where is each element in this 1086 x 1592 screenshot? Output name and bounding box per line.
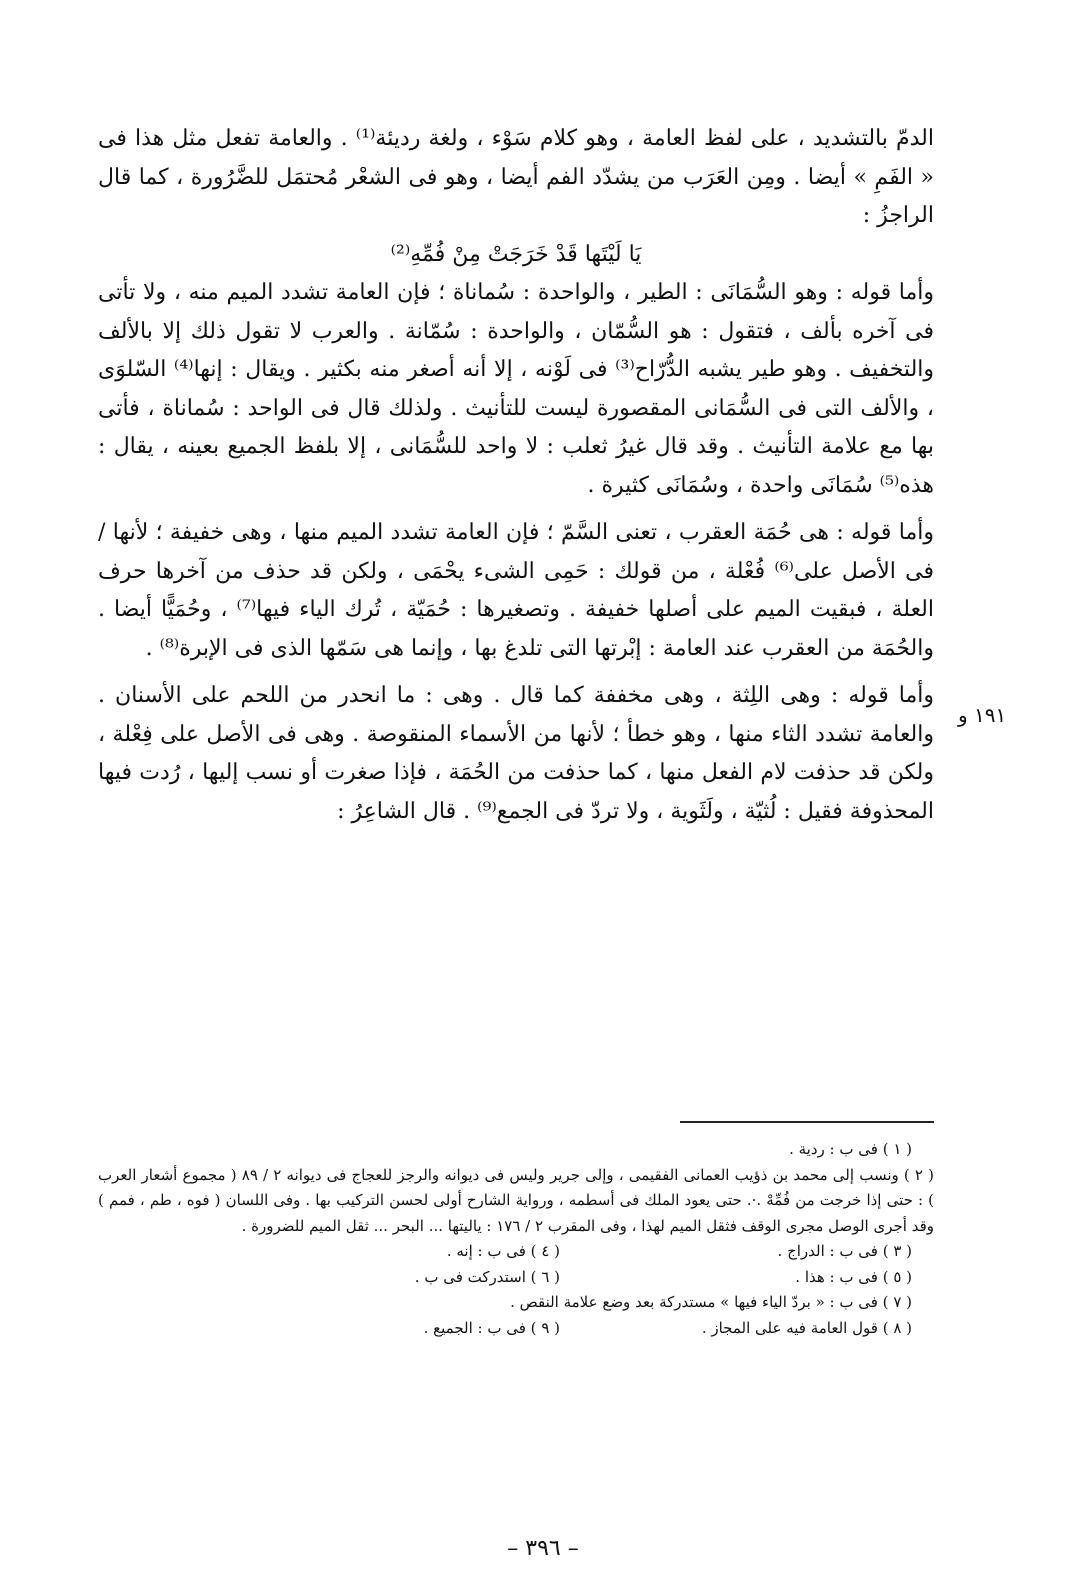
footnote-4: ( ٤ ) فى ب : إنه .	[446, 1242, 560, 1260]
folio-margin-note: ١٩١ و	[958, 703, 1007, 727]
paragraph-2: وأما قوله : وهو السُّمَانَى : الطير ، والواحدة : سُماناة ؛ فإن العامة تشدد الميم منه ، ولا تأتى فى آخره بألف ، فتقول : هو السُّمّان ، والواحدة : سُمّانة . والعرب لا تقول ذلك إلا بالألف والتخفيف . وهو طير يشبه الدُّرّاح⁽³⁾ فى لَوْنه ، إلا أنه أصغر منه بكثير . ويقال : إنها⁽⁴⁾ السّلوَى ، والألف التى فى السُّمَانى المقصورة ليست للتأنيث . ولذلك قال فى الواحد : سُماناة ، فأتى بها مع علامة التأنيث . وقد قال غيرُ ثعلب : لا واحد للسُّمَانى ، إلا بلفظ الجميع بعينه ، يقال : هذه⁽⁵⁾ سُمَانَى واحدة ، وسُمَانَى كثيرة .	[98, 280, 935, 498]
footnote-8: ( ٨ ) قول العامة فيه على المجاز .	[701, 1318, 912, 1337]
footnote-2: ( ٢ ) ونسب إلى محمد بن ذؤيب العمانى الفقيمى ، وإلى جرير وليس فى ديوانه والرجز للعجاج فى ديوانه ٢ / ٨٩ ( مجموع أشعار العرب ) : حتى إذا خرجت من فُمِّهْ .·. حتى يعود الملك فى أسطمه ، ورواية الشارح أولى لحسن التركيب بها . وفى اللسان ( فوه ، طم ، فمم ) وقد أجرى الوصل مجرى الوقف فثقل الميم لهذا ، وفى المقرب ٢ / ١٧٦ : ياليتها ... البحر ... ثقل الميم للضرورة .	[98, 1165, 935, 1235]
footnote-row-3-4	[98, 1239, 934, 1265]
paragraph-4: وأما قوله : وهى اللِثة ، وهى مخففة كما قال . وهى : ما انحدر من اللحم على الأسنان . والعامة تشدد الثاء منها ، وهو خطأ ؛ لأنها من الأسماء المنقوصة . وهى فى الأصل على فِعْلة ، ولكن قد حذفت لام الفعل منها ، كما حذفت من الحُمَة ، فإذا صغرت أو نسب إليها ، رُدت فيها المحذوفة فقيل : لُثيّة ، ولَثَوية ، ولا تردّ فى الجمع⁽⁹⁾ . قال الشاعِرُ :	[98, 683, 934, 824]
footnote-divider	[680, 1121, 934, 1123]
footnote-3: ( ٣ ) فى ب : الدراج .	[777, 1242, 912, 1260]
paragraph-1: الدمّ بالتشديد ، على لفظ العامة ، وهو كلام سَوْء ، ولغة رديئة⁽¹⁾ . والعامة تفعل مثل هذا فى « الفَمِ » أيضا . ومِن العَرَب من يشدّد الفم أيضا ، وهو فى الشعْر مُحتمَل للضَّرُورة ، كما قال الراجزُ :	[98, 126, 934, 228]
verse-line: يَا لَيْتَها قَدْ خَرَجَتْ مِنْ فُمِّهِ⁽²⁾	[390, 241, 642, 267]
footnote-6: ( ٦ ) استدركت فى ب .	[414, 1267, 560, 1286]
footnote-5: ( ٥ ) فى ب : هذا .	[795, 1267, 912, 1286]
footnote-7: ( ٧ ) فى ب : « بردّ الياء فيها » مستدركة بعد وضع علامة النقص .	[510, 1293, 912, 1311]
main-text	[98, 120, 934, 831]
footnotes	[98, 1137, 934, 1341]
page-number: – ٣٩٦ –	[507, 1536, 579, 1561]
footnote-row-5-6	[98, 1265, 934, 1291]
paragraph-3: وأما قوله : هى حُمَة العقرب ، تعنى السَّمّ ؛ فإن العامة تشدد الميم منها ، وهى خفيفة ؛ لأنها / فى الأصل على⁽⁶⁾ فُعْلة ، من قولك : حَمِى الشىء يحْمَى ، ولكن قد حذف من آخرها حرف العلة ، فبقيت الميم على أصلها خفيفة . وتصغيرها : حُمَيّة ، تُرك الياء فيها⁽⁷⁾ ، وحُمَيًّا أيضا . والحُمَة من العقرب عند العامة : إبْرتها التى تلدغ بها ، وإنما هى سَمّها الذى فى الإبرة⁽⁸⁾ .	[98, 520, 934, 661]
footnote-1: ( ١ ) فى ب : ردية .	[789, 1140, 912, 1158]
footnote-9: ( ٩ ) فى ب : الجميع .	[423, 1318, 560, 1337]
footnote-row-8-9	[98, 1316, 934, 1342]
